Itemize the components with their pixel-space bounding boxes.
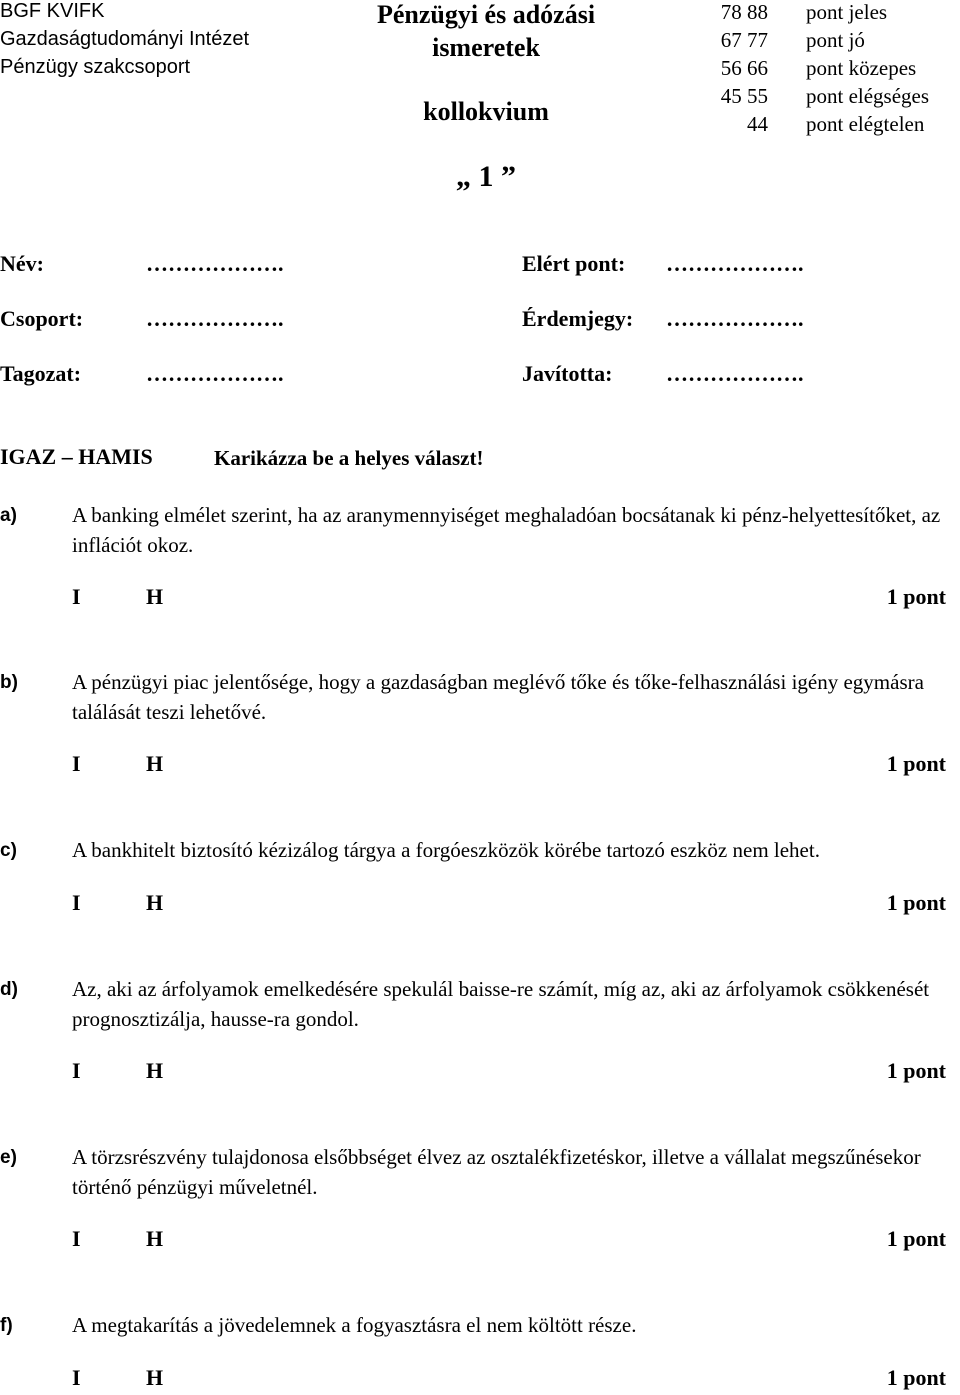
grade-range: 67 77 bbox=[720, 28, 768, 52]
name-label: Név: bbox=[0, 251, 44, 276]
grade-label: pont jó bbox=[806, 28, 865, 52]
question-text: A megtakarítás a jövedelemnek a fogyasztásra el nem költött része. bbox=[72, 1313, 637, 1337]
question-points: 1 pont bbox=[886, 1226, 946, 1251]
institute-name: Gazdaságtudományi Intézet bbox=[0, 28, 250, 50]
question-text: A bankhitelt biztosító kézizálog tárgya a forgóeszközök körébe tartozó eszköz nem lehet. bbox=[72, 838, 820, 862]
grade-label: pont közepes bbox=[806, 56, 917, 80]
corrected-by-label: Javította: bbox=[522, 361, 613, 386]
question-text: Az, aki az árfolyamok emelkedésére spekulál baisse-re számít, míg az, aki az árfolyamok csökkenését prognosztizálja, hausse-ra gondol. bbox=[72, 977, 930, 1031]
tagozat-field[interactable]: ………………. bbox=[146, 361, 284, 386]
tagozat-label: Tagozat: bbox=[0, 361, 82, 386]
question-points: 1 pont bbox=[886, 1365, 946, 1390]
grade-label: pont elégséges bbox=[806, 84, 930, 108]
section-heading: IGAZ – HAMIS bbox=[0, 444, 153, 469]
question-text: A pénzügyi piac jelentősége, hogy a gazdaságban meglévő tőke és tőke-felhasználási igény egymásra találását teszi lehetővé. bbox=[72, 670, 924, 724]
exam-subtitle: kollokvium bbox=[423, 97, 549, 126]
question-points: 1 pont bbox=[886, 584, 946, 609]
corrected-by-field[interactable]: ………………. bbox=[666, 361, 804, 386]
exam-title-line2: ismeretek bbox=[432, 33, 540, 62]
answer-true-option[interactable]: I bbox=[72, 890, 81, 915]
group-field[interactable]: ………………. bbox=[146, 306, 284, 331]
grade-range: 44 bbox=[747, 112, 768, 136]
answer-false-option[interactable]: H bbox=[146, 584, 164, 609]
question-text: A törzsrészvény tulajdonosa elsőbbséget élvez az osztalékfizetéskor, illetve a vállalat megszűnésekor történő pénzügyi műveletnél. bbox=[72, 1145, 921, 1199]
name-field[interactable]: ………………. bbox=[146, 251, 284, 276]
question-letter: d) bbox=[0, 979, 18, 1000]
question-letter: c) bbox=[0, 840, 17, 861]
exam-title-line1: Pénzügyi és adózási bbox=[376, 0, 596, 29]
grade-range: 78 88 bbox=[720, 0, 768, 24]
answer-false-option[interactable]: H bbox=[146, 1226, 164, 1251]
answer-true-option[interactable]: I bbox=[72, 584, 81, 609]
question-letter: f) bbox=[0, 1315, 13, 1336]
question-points: 1 pont bbox=[886, 890, 946, 915]
score-label: Elért pont: bbox=[522, 251, 626, 276]
grade-label: pont jeles bbox=[806, 0, 888, 24]
question-letter: b) bbox=[0, 672, 18, 693]
institution-name: BGF KVIFK bbox=[0, 0, 105, 22]
answer-false-option[interactable]: H bbox=[146, 1365, 164, 1390]
answer-false-option[interactable]: H bbox=[146, 890, 164, 915]
answer-false-option[interactable]: H bbox=[146, 1058, 164, 1083]
answer-true-option[interactable]: I bbox=[72, 751, 81, 776]
answer-true-option[interactable]: I bbox=[72, 1365, 81, 1390]
answer-false-option[interactable]: H bbox=[146, 751, 164, 776]
exam-version: „ 1 ” bbox=[456, 160, 516, 193]
section-instruction: Karikázza be a helyes választ! bbox=[214, 446, 484, 470]
score-field[interactable]: ………………. bbox=[666, 251, 804, 276]
grade-range: 56 66 bbox=[720, 56, 768, 80]
answer-true-option[interactable]: I bbox=[72, 1058, 81, 1083]
grade-label-field: Érdemjegy: bbox=[522, 306, 634, 331]
answer-true-option[interactable]: I bbox=[72, 1226, 81, 1251]
grade-range: 45 55 bbox=[720, 84, 768, 108]
grade-field[interactable]: ………………. bbox=[666, 306, 804, 331]
question-text: A banking elmélet szerint, ha az aranymennyiséget meghaladóan bocsátanak ki pénz-helyettesítőket, az inflációt okoz. bbox=[72, 503, 941, 557]
question-points: 1 pont bbox=[886, 1058, 946, 1083]
question-letter: a) bbox=[0, 505, 17, 526]
question-letter: e) bbox=[0, 1147, 17, 1168]
group-label: Csoport: bbox=[0, 306, 84, 331]
department-name: Pénzügy szakcsoport bbox=[0, 56, 191, 78]
grade-label: pont elégtelen bbox=[806, 112, 925, 136]
question-points: 1 pont bbox=[886, 751, 946, 776]
